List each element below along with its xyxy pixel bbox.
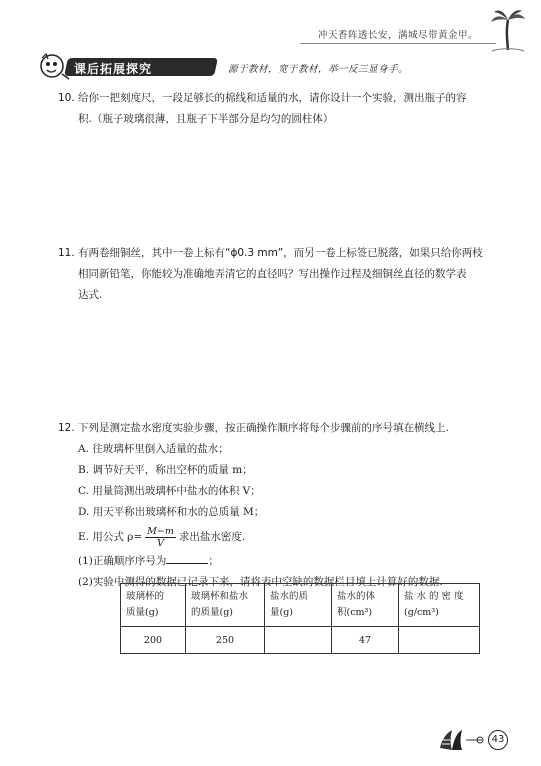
header-motto: 冲天香阵透长安，满城尽带黄金甲。 [317,30,478,41]
question-11 [58,243,488,306]
table-header-cell [121,584,186,627]
table-header-cell [399,584,480,627]
fraction-numerator: M−m [147,525,174,537]
question-number: 10. [58,92,75,104]
header-line: 盐 水 的 密 度 [404,591,464,602]
sub-question-1-end: ； [208,555,219,567]
header-line: 的质量(g) [191,607,233,618]
data-table [120,583,480,654]
question-12 [58,418,488,593]
table-header-cell [265,584,332,627]
page-number: 43 [488,730,508,750]
answer-blank[interactable] [166,551,208,564]
table-cell-volume: 47 [332,627,399,654]
table-header-cell [186,584,265,627]
option-d: D. 用天平称出玻璃杯和水的总质量 M； [78,506,265,518]
table-cell-density[interactable] [399,627,480,654]
table-header-row [121,584,480,627]
header-line: 质量(g) [126,607,159,618]
header-line: 玻璃杯和盐水 [191,591,249,602]
option-c: C. 用量筒测出玻璃杯中盐水的体积 V； [78,485,261,497]
table-cell-cup-mass: 200 [121,627,186,654]
option-e-prefix: E. 用公式 ρ= [78,530,143,543]
question-number: 11. [58,247,75,259]
page-footer [436,724,516,752]
table-cell-saltwater-mass[interactable] [265,627,332,654]
section-slogan: 源于教材，宽于教材，举一反三显身手。 [228,64,409,75]
density-fraction [145,526,176,549]
question-text: 下列是测定盐水密度实验步骤，按正确操作顺序将每个步骤前的序号填在横线上. [78,422,449,434]
question-text: 积.（瓶子玻璃很薄，且瓶子下半部分是均匀的圆柱体） [78,113,334,125]
option-a: A. 往玻璃杯里倒入适量的盐水； [78,443,229,455]
footer-decoration-icon [436,724,486,752]
sub-question-1 [58,551,488,572]
header-line: 盐水的质 [270,591,309,602]
question-text: 有两卷细铜丝，其中一卷上标有“ϕ0.3 mm”，而另一卷上标签已脱落，如果只给你两枝 [78,247,483,259]
header-line: 积(cm³) [337,607,373,618]
option-e-suffix: 求出盐水密度. [178,530,246,543]
header-line: 盐水的体 [337,591,376,602]
sub-question-2: (2)实验中测得的数据已记录下来，请将表中空缺的数据栏目填上计算好的数据. [78,576,443,588]
question-text: 给你一把刻度尺，一段足够长的棉线和适量的水，请你设计一个实验，测出瓶子的容 [78,92,467,104]
header-motto-bar [300,27,496,44]
question-text: 相同新铅笔，你能较为准确地弄清它的直径吗？写出操作过程及细铜丝直径的数学表 [78,268,467,280]
option-b: B. 调节好天平，称出空杯的质量 m； [78,464,253,476]
sub-question-1-text: (1)正确顺序序号为 [78,555,167,567]
header-line: (g/cm³) [404,607,439,618]
question-number: 12. [58,422,75,434]
palm-tree-icon [490,8,526,52]
header-line: 玻璃杯的 [126,591,165,602]
header-line: 量(g) [270,607,293,618]
option-e [58,523,488,551]
question-text: 达式. [78,289,103,301]
fraction-denominator: V [157,537,164,549]
table-cell-total-mass: 250 [186,627,265,654]
table-row [121,627,480,654]
section-title: 课后拓展探究 [74,62,153,76]
question-10 [58,88,488,130]
table-header-cell [332,584,399,627]
section-header [38,56,508,80]
